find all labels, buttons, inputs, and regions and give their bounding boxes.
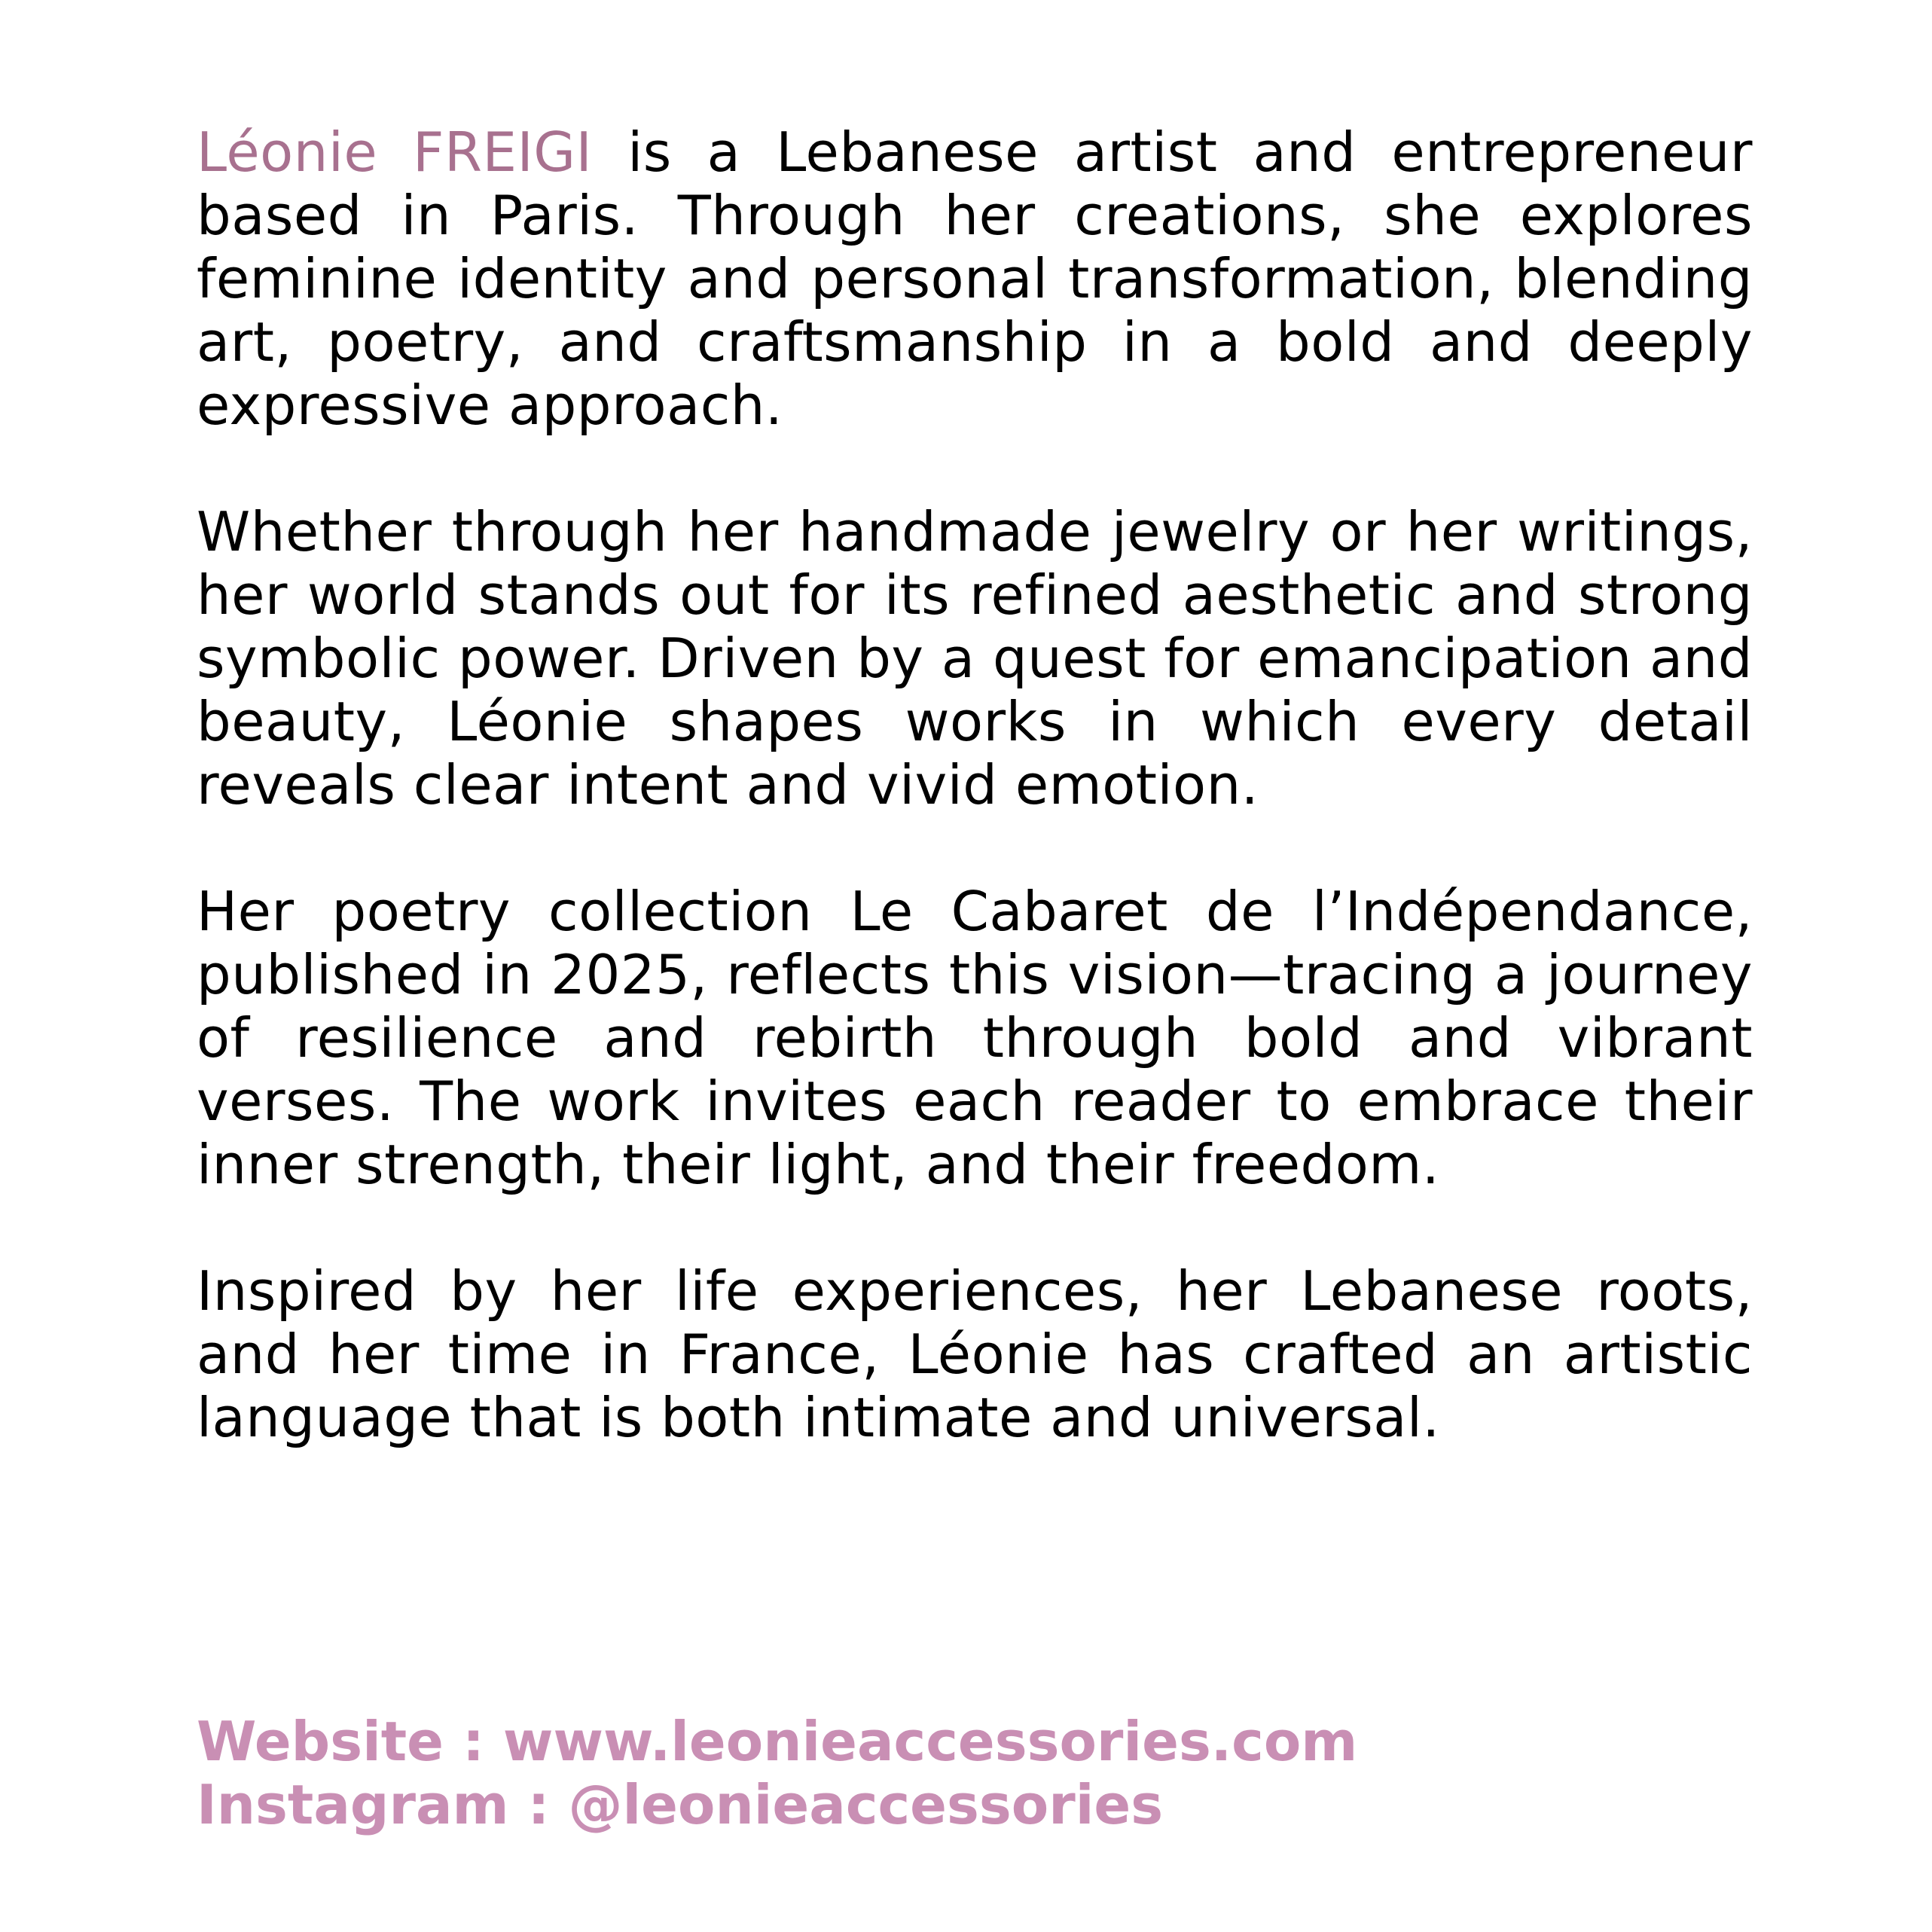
- bio-paragraph-4: Inspired by her life experiences, her Lebanese roots, and her time in France, Léonie has crafted an artistic language that is both intimate and universal.: [197, 1259, 1753, 1449]
- bio-paragraph-1-text: is a Lebanese artist and entrepreneur based in Paris. Through her creations, she explores feminine identity and personal transformation, blending art, poetry, and craftsmanship in a bold and deeply expressive approach.: [197, 121, 1753, 437]
- bio-paragraph-3: Her poetry collection Le Cabaret de l’Indépendance, published in 2025, reflects this vision—tracing a journey of resilience and rebirth through bold and vibrant verses. The work invites each reader to embrace their inner strength, their light, and their freedom.: [197, 880, 1753, 1196]
- bio-paragraph-2: Whether through her handmade jewelry or her writings, her world stands out for its refined aesthetic and strong symbolic power. Driven by a quest for emancipation and beauty, Léonie shapes works in which every detail reveals clear intent and vivid emotion.: [197, 500, 1753, 816]
- website-link[interactable]: Website : www.leonieaccessories.com: [197, 1710, 1358, 1773]
- contact-links: [197, 1710, 1753, 1836]
- instagram-link[interactable]: Instagram : @leonieaccessories: [197, 1773, 1164, 1836]
- artist-name: Léonie FREIGI: [197, 121, 593, 184]
- bio-section: [197, 121, 1753, 1512]
- bio-paragraph-1: [197, 121, 1753, 437]
